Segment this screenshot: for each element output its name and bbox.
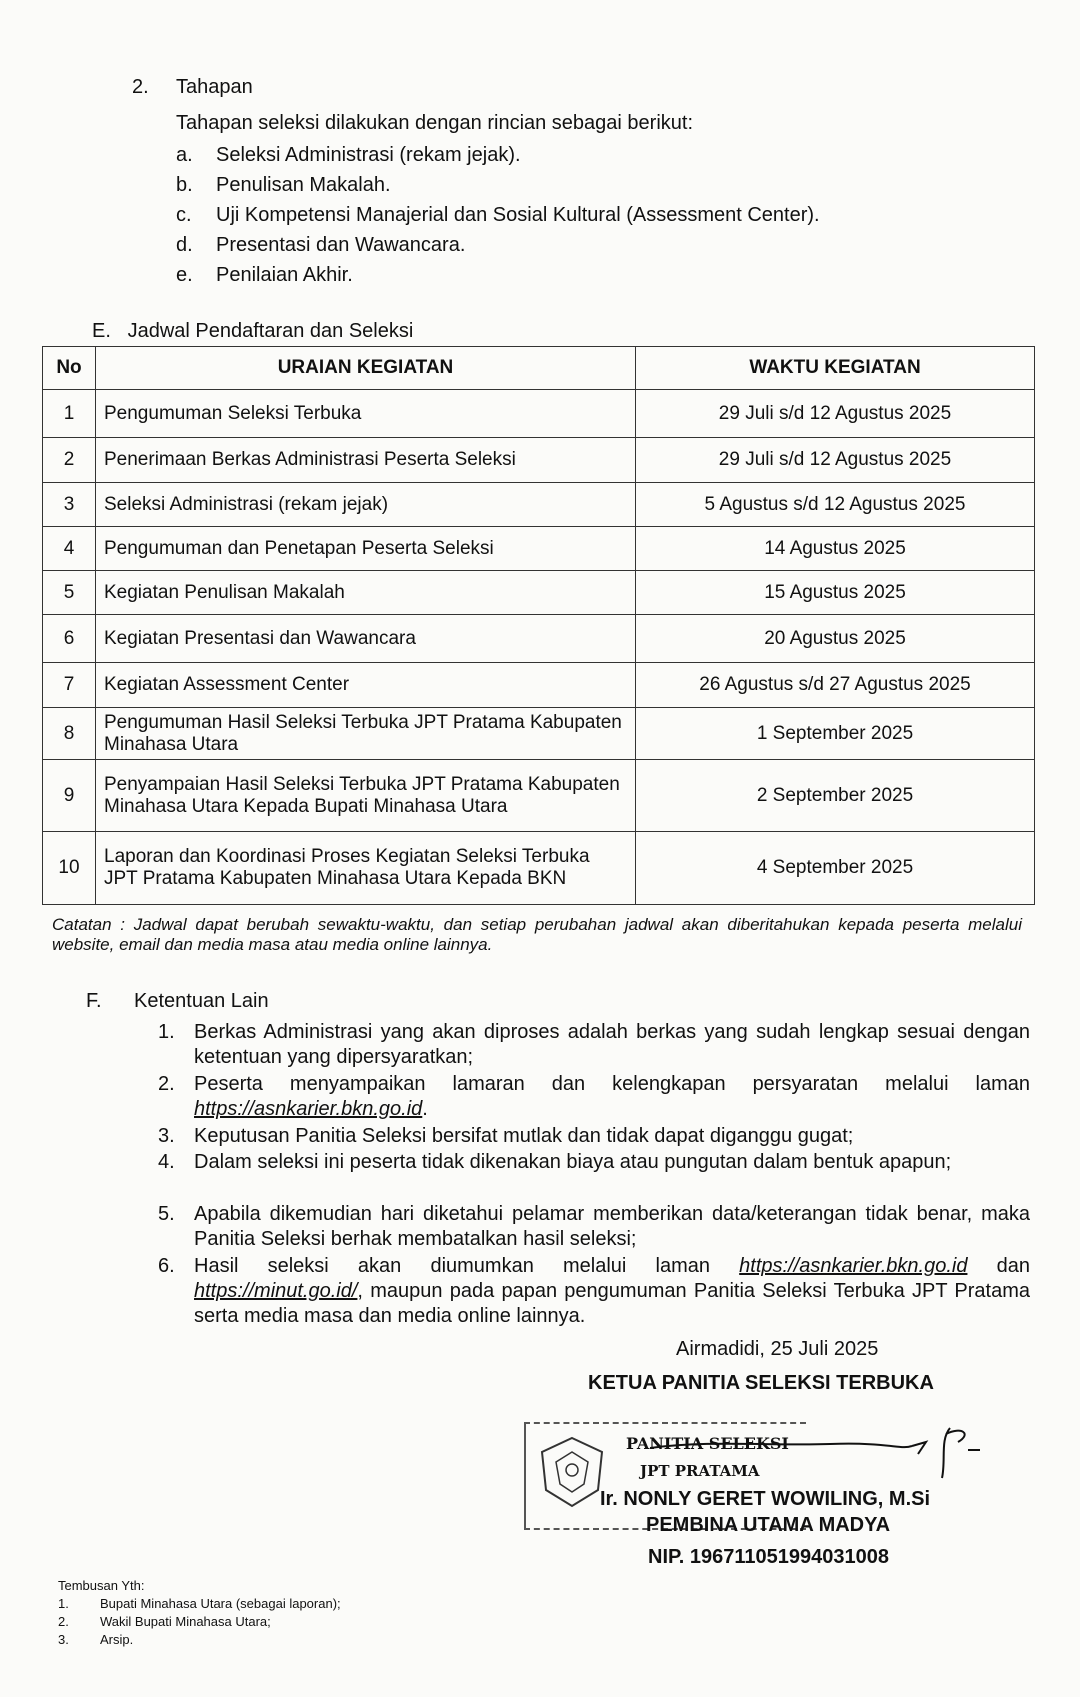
row-time: 15 Agustus 2025 [636,571,1035,615]
rule-text-part: Hasil seleksi akan diumumkan melalui laman [194,1255,740,1277]
stage-text: Seleksi Administrasi (rekam jejak). [216,144,521,166]
row-number: 1 [43,390,96,438]
row-time: 29 Juli s/d 12 Agustus 2025 [636,390,1035,438]
row-number: 2 [43,438,96,483]
signatory-title: KETUA PANITIA SELEKSI TERBUKA [588,1372,934,1394]
section-number: 2. [132,76,149,98]
stamp-text: JPT PRATAMA [640,1462,760,1480]
row-number: 3 [43,483,96,527]
stage-letter: b. [176,174,193,196]
signer-nip: NIP. 196711051994031008 [648,1546,889,1568]
section-letter: F. [86,990,102,1012]
row-number: 6 [43,615,96,663]
row-time: 5 Agustus s/d 12 Agustus 2025 [636,483,1035,527]
stage-text: Uji Kompetensi Manajerial dan Sosial Kultural (Assessment Center). [216,204,820,226]
row-time: 4 September 2025 [636,832,1035,905]
row-activity: Seleksi Administrasi (rekam jejak) [96,483,636,527]
cc-title: Tembusan Yth: [58,1578,145,1593]
cc-number: 2. [58,1614,69,1629]
stage-letter: c. [176,204,192,226]
rule-item [158,1150,1030,1175]
stage-item [176,202,820,228]
stage-text: Penulisan Makalah. [216,174,391,196]
schedule-table [42,346,1035,905]
rule-number: 1. [158,1021,175,1043]
section-intro: Tahapan seleksi dilakukan dengan rincian sebagai berikut: [176,112,694,134]
rule-text-part: . [422,1098,428,1120]
column-header-no: No [43,347,96,390]
rule-text [194,1072,1030,1122]
rule-text: Apabila dikemudian hari diketahui pelamar memberikan data/keterangan tidak benar, maka Panitia Seleksi berhak membatalkan hasil seleksi; [194,1203,1030,1250]
table-row [43,663,1035,708]
table-row [43,390,1035,438]
row-activity: Kegiatan Assessment Center [96,663,636,708]
row-number: 4 [43,527,96,571]
stage-letter: a. [176,144,193,166]
table-row [43,760,1035,832]
cc-item [58,1614,271,1629]
cc-text: Bupati Minahasa Utara (sebagai laporan); [100,1596,341,1611]
row-activity: Pengumuman dan Penetapan Peserta Seleksi [96,527,636,571]
row-activity: Pengumuman Seleksi Terbuka [96,390,636,438]
row-number: 8 [43,708,96,760]
rule-text: Keputusan Panitia Seleksi bersifat mutlak dan tidak dapat diganggu gugat; [194,1125,854,1147]
row-activity: Kegiatan Presentasi dan Wawancara [96,615,636,663]
cc-text: Arsip. [100,1632,134,1647]
row-number: 7 [43,663,96,708]
place-date: Airmadidi, 25 Juli 2025 [676,1338,879,1360]
row-time: 2 September 2025 [636,760,1035,832]
rule-number: 5. [158,1203,175,1225]
asnkarier-link[interactable]: https://asnkarier.bkn.go.id [739,1255,968,1277]
table-row [43,483,1035,527]
table-row [43,615,1035,663]
table-row [43,571,1035,615]
column-header-activity: URAIAN KEGIATAN [96,347,636,390]
stamp-text: PANITIA SELEKSI [626,1434,789,1453]
rule-number: 4. [158,1151,175,1173]
rule-text [194,1254,1030,1329]
rule-text-part: Peserta menyampaikan lamaran dan kelengkapan persyaratan melalui laman [194,1073,1030,1095]
row-number: 10 [43,832,96,905]
signer-name: Ir. NONLY GERET WOWILING, M.Si [600,1488,931,1510]
stage-text: Penilaian Akhir. [216,264,353,286]
cc-item [58,1596,341,1611]
stage-letter: e. [176,264,193,286]
schedule-note: Catatan : Jadwal dapat berubah sewaktu-waktu, dan setiap perubahan jadwal akan diberitahukan kepada peserta melalui website, email dan media masa atau media online lainnya. [52,915,1022,954]
table-header-row [43,347,1035,390]
cc-text: Wakil Bupati Minahasa Utara; [100,1614,271,1629]
rule-text-part: dan [967,1255,1030,1277]
rule-item [158,1254,1030,1329]
rule-number: 6. [158,1255,175,1277]
rule-number: 2. [158,1073,175,1095]
cc-number: 3. [58,1632,69,1647]
rule-item [158,1124,1030,1149]
rule-item [158,1202,1030,1252]
rule-number: 3. [158,1125,175,1147]
column-header-time: WAKTU KEGIATAN [636,347,1035,390]
asnkarier-link[interactable]: https://asnkarier.bkn.go.id [194,1098,423,1120]
signer-rank: PEMBINA UTAMA MADYA [646,1514,891,1536]
stage-item [176,232,465,258]
cc-number: 1. [58,1596,69,1611]
row-activity: Penyampaian Hasil Seleksi Terbuka JPT Pratama Kabupaten Minahasa Utara Kepada Bupati Minahasa Utara [96,760,636,832]
row-time: 26 Agustus s/d 27 Agustus 2025 [636,663,1035,708]
schedule-heading: E. Jadwal Pendaftaran dan Seleksi [92,320,414,342]
rule-item [158,1072,1030,1122]
row-number: 5 [43,571,96,615]
stage-letter: d. [176,234,193,256]
row-activity: Kegiatan Penulisan Makalah [96,571,636,615]
rule-item [158,1020,1030,1070]
row-time: 20 Agustus 2025 [636,615,1035,663]
stage-item [176,262,353,288]
table-row [43,832,1035,905]
row-activity: Pengumuman Hasil Seleksi Terbuka JPT Pratama Kabupaten Minahasa Utara [96,708,636,760]
table-row [43,438,1035,483]
stage-item [176,142,521,168]
stage-item [176,172,391,198]
cc-item [58,1632,133,1647]
stage-text: Presentasi dan Wawancara. [216,234,466,256]
rule-text-part: , maupun pada papan pengumuman Panitia Seleksi Terbuka JPT Pratama serta media masa dan media online lainnya. [194,1280,1030,1327]
table-row [43,708,1035,760]
section-title: Ketentuan Lain [134,990,269,1012]
row-time: 1 September 2025 [636,708,1035,760]
row-number: 9 [43,760,96,832]
table-row [43,527,1035,571]
minut-link[interactable]: https://minut.go.id/ [194,1280,358,1302]
rule-text: Berkas Administrasi yang akan diproses adalah berkas yang sudah lengkap sesuai dengan ketentuan yang dipersyaratkan; [194,1021,1030,1068]
section-title: Tahapan [176,76,253,98]
row-time: 29 Juli s/d 12 Agustus 2025 [636,438,1035,483]
rule-text: Dalam seleksi ini peserta tidak dikenakan biaya atau pungutan dalam bentuk apapun; [194,1151,952,1173]
row-time: 14 Agustus 2025 [636,527,1035,571]
row-activity: Penerimaan Berkas Administrasi Peserta Seleksi [96,438,636,483]
row-activity: Laporan dan Koordinasi Proses Kegiatan Seleksi Terbuka JPT Pratama Kabupaten Minahasa Utara Kepada BKN [96,832,636,905]
